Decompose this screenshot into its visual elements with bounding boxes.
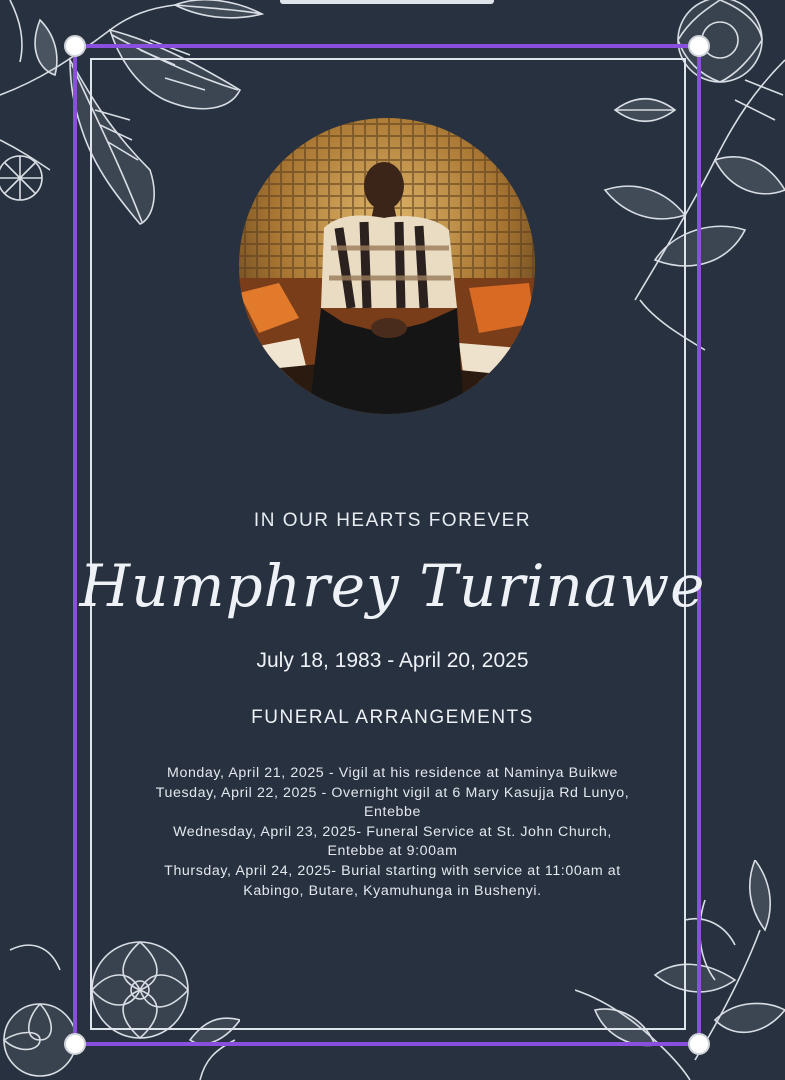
deceased-name: Humphrey Turinawe [79, 552, 706, 620]
corner-handle-bottom-left [64, 1033, 86, 1055]
arrangements-list [150, 764, 635, 901]
portrait-photo-icon [239, 118, 535, 414]
arrangement-item: Thursday, April 24, 2025- Burial starting with service at 11:00am at Kabingo, Butare, Kyamuhunga in Bushenyi. [164, 862, 621, 899]
tagline: IN OUR HEARTS FOREVER [253, 510, 532, 531]
life-dates: July 18, 1983 - April 20, 2025 [256, 649, 529, 672]
arrangement-item: Tuesday, April 22, 2025 - Overnight vigil at 6 Mary Kasujja Rd Lunyo, Entebbe [155, 784, 630, 821]
arrangements-title: FUNERAL ARRANGEMENTS [251, 707, 534, 728]
arrangement-item: Wednesday, April 23, 2025- Funeral Service at St. John Church, Entebbe at 9:00am [173, 823, 612, 860]
corner-handle-top-right [688, 35, 710, 57]
corner-handle-bottom-right [688, 1033, 710, 1055]
arrangement-item: Monday, April 21, 2025 - Vigil at his residence at Naminya Buikwe [167, 765, 618, 781]
top-tab-decor [280, 0, 494, 4]
corner-handle-top-left [64, 35, 86, 57]
